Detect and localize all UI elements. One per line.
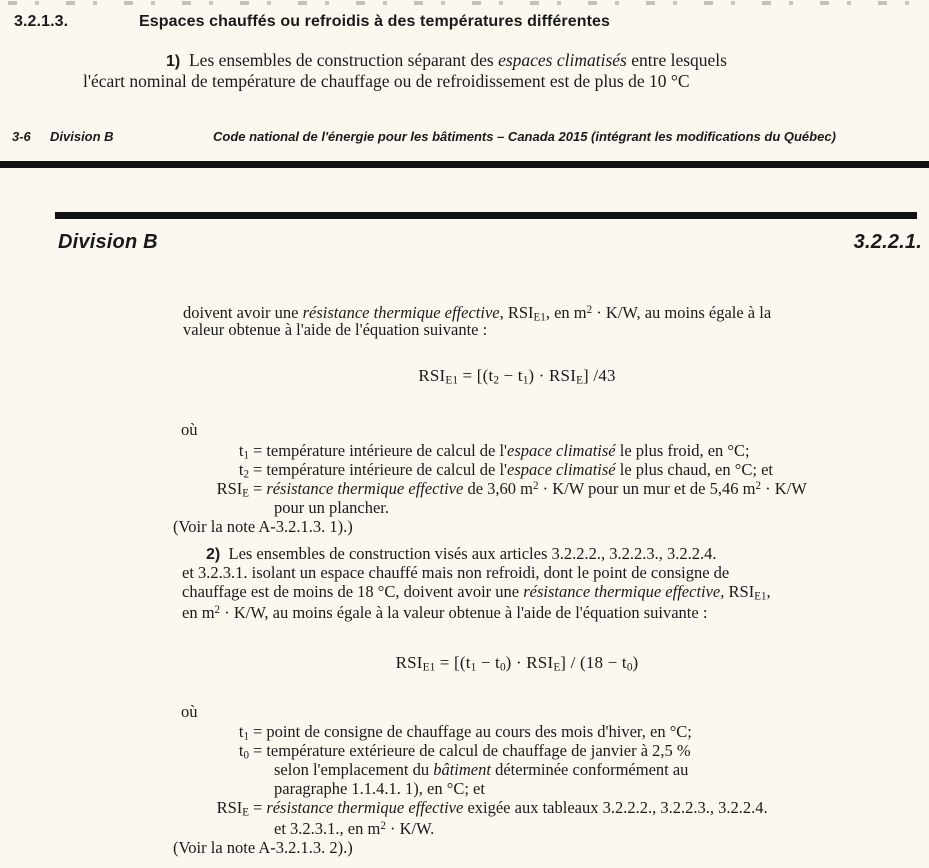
definition-t2-term: t2 — [238, 460, 249, 481]
definition-rsie-continuation: pour un plancher. — [274, 498, 390, 517]
definition2-t0-desc: température extérieure de calcul de chauffage de janvier à 2,5 % — [266, 741, 691, 760]
definition-t2 — [180, 460, 773, 480]
definition-rsie-desc: résistance thermique effective de 3,60 $m^2 \cdot K/W$ pour un mur et de 5,46 $m^2 \cdot K/W$ — [266, 479, 807, 498]
footer-edition-title: Code national de l'énergie pour les bâtiments – Canada 2015 (intégrant les modifications du Québec) — [213, 129, 836, 144]
definition-rsie — [180, 479, 807, 499]
page-bottom-rule — [0, 161, 929, 168]
definition2-t0-continuation-2: paragraphe 1.1.4.1. 1), en °C; et — [274, 779, 485, 798]
where-1-label: où — [181, 420, 198, 439]
definition2-rsie-equals: = — [253, 798, 263, 817]
definition2-rsie-continuation: et 3.2.3.1., en $m^2 \cdot K/W$. — [274, 818, 435, 838]
header-division-label: Division B — [58, 231, 158, 253]
definition2-t1-desc: point de consigne de chauffage au cours des mois d'hiver, en °C; — [266, 722, 692, 741]
definition2-t0-continuation-1: selon l'emplacement du bâtiment déterminée conformément au — [274, 760, 689, 779]
intro-line-1: doivent avoir une résistance thermique effective, RSIE1, en $m^2 \cdot K/W$, au moins égale à la — [183, 302, 772, 324]
definition2-t0 — [180, 741, 691, 761]
footer-division-label: Division B — [50, 129, 114, 144]
definition2-t0-term: t0 — [238, 741, 249, 762]
equation-rsi-e1-18: RSIE1 = [(t1 − t0) · RSIE] / (18 − t0) — [395, 653, 639, 674]
page-header-rule — [55, 212, 917, 219]
definition2-t1-equals: = — [253, 722, 263, 741]
clause-2-line-4: en $m^2 \cdot K/W$, au moins égale à la valeur obtenue à l'aide de l'équation suivante : — [182, 602, 708, 622]
where-2-label: où — [181, 702, 198, 721]
definition-t2-desc: température intérieure de calcul de l'espace climatisé le plus chaud, en °C; et — [266, 460, 773, 479]
definition2-t1 — [180, 722, 692, 742]
definition-rsie-term: RSIE — [216, 479, 249, 500]
clause-2-line-2: et 3.2.3.1. isolant un espace chauffé mais non refroidi, dont le point de consigne de — [182, 563, 730, 582]
definition-t1 — [180, 441, 750, 461]
equation-rsi-e1-43: RSIE1 = [(t2 − t1) · RSIE] /43 — [418, 366, 616, 387]
footer-page-number: 3-6 — [12, 129, 31, 144]
note-reference-1: (Voir la note A-3.2.1.3. 1).) — [173, 517, 353, 536]
clipped-text-remnant — [8, 1, 920, 5]
intro-line-2: valeur obtenue à l'aide de l'équation suivante : — [183, 320, 488, 339]
definition-t1-term: t1 — [238, 441, 249, 462]
definition2-t0-equals: = — [253, 741, 263, 760]
section-number: 3.2.1.3. — [14, 13, 69, 30]
clause-2-line-1: 2) Les ensembles de construction visés aux articles 3.2.2.2., 3.2.2.3., 3.2.2.4. — [206, 544, 717, 563]
definition-t1-equals: = — [253, 441, 263, 460]
header-section-number: 3.2.2.1. — [853, 231, 922, 253]
clause-1-line-1: 1) Les ensembles de construction séparant des espaces climatisés entre lesquels — [166, 50, 727, 70]
definition-t1-desc: température intérieure de calcul de l'espace climatisé le plus froid, en °C; — [266, 441, 750, 460]
note-reference-2: (Voir la note A-3.2.1.3. 2).) — [173, 838, 353, 857]
definition-t2-equals: = — [253, 460, 263, 479]
clause-2-line-3: chauffage est de moins de 18 °C, doivent avoir une résistance thermique effective, RSIE1, — [182, 582, 771, 603]
definition-rsie-equals: = — [253, 479, 263, 498]
definition2-rsie — [180, 798, 768, 818]
definition2-rsie-desc: résistance thermique effective exigée aux tableaux 3.2.2.2., 3.2.2.3., 3.2.2.4. — [266, 798, 768, 817]
definition2-t1-term: t1 — [238, 722, 249, 743]
definition2-rsie-term: RSIE — [216, 798, 249, 819]
section-title: Espaces chauffés ou refroidis à des températures différentes — [139, 13, 611, 30]
clause-1-line-2: l'écart nominal de température de chauffage ou de refroidissement est de plus de 10 °C — [83, 71, 690, 91]
